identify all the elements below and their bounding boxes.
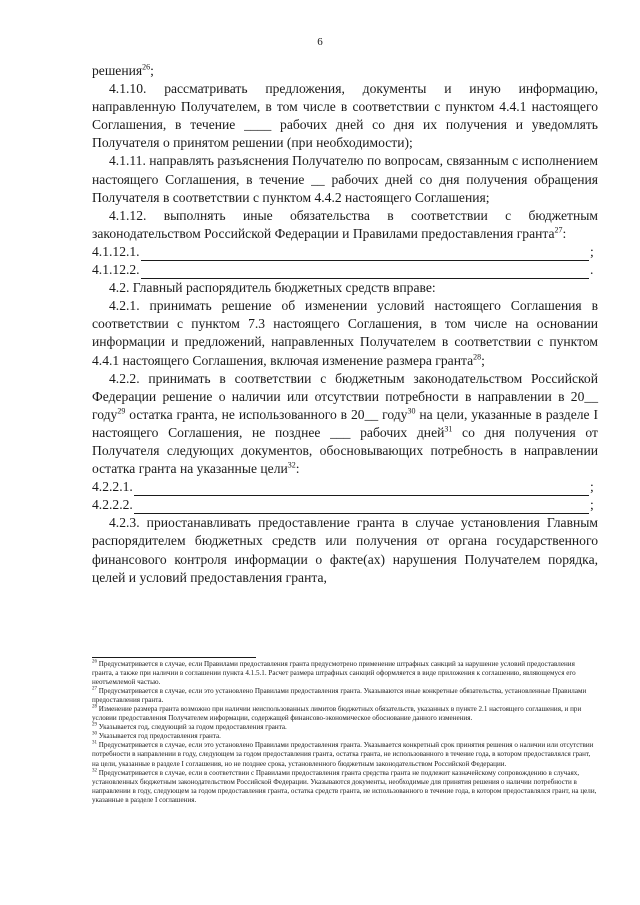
paragraph-4-1-10: 4.1.10. рассматривать предложения, документы и иную информацию, направленную Получателем, в том числе в соответствии с пунктом 4.4.1 настоящего Соглашения, в течение ____ рабочих дней со дня их получения и уведомлять Получателя о принятом решении (при необходимости); — [92, 81, 598, 151]
paragraph-4-2-2: 4.2.2. принимать в соответствии с бюджетным законодательством Российской Федерации решение о наличии или отсутствии потребности в направлении в 20__ году$^{29}$ остатка гранта, не использованного в 20__ году$^{30}$ на цели, указанные в разделе I настоящего Соглашения, не позднее ___ рабочих дней$^{31}$ со дня получения от Получателя следующих документов, обосновывающих потребность в направлении остатка гранта на указанные цели$^{32}$: — [92, 370, 598, 477]
blank-line-4-2-2-1: 4.2.2.1. ; — [92, 478, 598, 496]
footnote-separator — [92, 657, 256, 658]
blank-line-4-2-2-2: 4.2.2.2. ; — [92, 496, 598, 514]
footnotes — [92, 660, 598, 805]
footnote-ref-27: 27 — [554, 225, 563, 235]
paragraph-4-2: 4.2. Главный распорядитель бюджетных средств вправе: — [109, 280, 436, 296]
blank-line-4-1-12-2: 4.1.12.2. . — [92, 261, 598, 279]
footnote-ref-30: 30 — [407, 406, 416, 416]
document-body — [92, 62, 598, 587]
paragraph-4-1-11: 4.1.11. направлять разъяснения Получателю по вопросам, связанным с исполнением настоящего Соглашения, в течение __ рабочих дней со дня получения обращения Получателя в соответствии с пунктом 4.4.2 настоящего Соглашения; — [92, 153, 598, 205]
footnote-ref-26: 26 — [142, 62, 151, 72]
footnote-ref-28: 28 — [473, 351, 482, 361]
footnote-27: $^{27}$ Предусматривается в случае, если это установлено Правилами предоставления гранта. Указываются иные конкретные обязательства, установленные Правилами предоставления гранта. — [92, 686, 587, 705]
footnote-30: $^{30}$ Указывается год предоставления гранта. — [92, 732, 221, 741]
blank-line-4-1-12-1: 4.1.12.1. ; — [92, 243, 598, 261]
footnote-31: $^{31}$ Предусматривается в случае, если это установлено Правилами предоставления гранта. Указывается конкретный срок принятия решения о наличии или отсутствии потребности в направлении в году, следующем за годом предоставления гранта, остатка гранта, не использованного в течение года, в котором предоставлялся грант, на цели, указанные в разделе I соглашения, но не позднее срока, установленного бюджетным законодательством Российской Федерации. — [92, 741, 594, 768]
paragraph-4-2-3: 4.2.3. приостанавливать предоставление гранта в случае установления Главным распорядителем бюджетных средств или получения от органа государственного финансового контроля информации о факте(ах) нарушения Получателем порядка, целей и условий предоставления гранта, — [92, 515, 598, 585]
footnote-ref-31: 31 — [444, 424, 453, 434]
footnote-26: $^{26}$ Предусматривается в случае, если Правилами предоставления гранта предусмотрено применение штрафных санкций за нарушение условий предоставления гранта, а также при наличии в соглашении пункта 4.1.5.1. Расчет размера штрафных санкций оформляется в виде приложения к соглашению, являющемуся его неотъемлемой частью. — [92, 659, 576, 687]
paragraph-cont-4-1-9: решения$^{26}$; — [92, 62, 154, 78]
paragraph-4-1-12: 4.1.12. выполнять иные обязательства в соответствии с бюджетным законодательством Российской Федерации и Правилами предоставления гранта$^{27}$: — [92, 207, 598, 241]
footnote-29: $^{29}$ Указывается год, следующий за годом предоставления гранта. — [92, 722, 287, 732]
footnote-ref-32: 32 — [287, 460, 296, 470]
paragraph-4-2-1: 4.2.1. принимать решение об изменении условий настоящего Соглашения в соответствии с пунктом 7.3 настоящего Соглашения, в том числе на основании информации и предложений, направленных Получателем в соответствии с пунктом 4.4.1 настоящего Соглашения, включая изменение размера гранта$^{28}$; — [92, 298, 598, 368]
footnote-28: $^{28}$ Изменение размера гранта возможно при наличии неиспользованных лимитов бюджетных обязательств, указанных в пункте 2.1 настоящего соглашения, и при условии предоставления Получателем информации, содержащей финансово-экономическое обоснование данного изменения. — [92, 704, 582, 723]
page-number: 6 — [317, 36, 323, 48]
footnote-32: $^{32}$ Предусматривается в случае, если в соответствии с Правилами предоставления гранта средства гранта не подлежит казначейскому сопровождению в случаях, установленных бюджетным законодательством Российской Федерации. Указываются документы, необходимые для принятия решения о наличии потребности в направлении в году, следующем за годом предоставления гранта, остатка средств гранта, не использованного в течение года, в котором предоставлялся грант, на цели, указанные в разделе I соглашения. — [92, 768, 597, 804]
footnote-ref-29: 29 — [117, 406, 126, 416]
